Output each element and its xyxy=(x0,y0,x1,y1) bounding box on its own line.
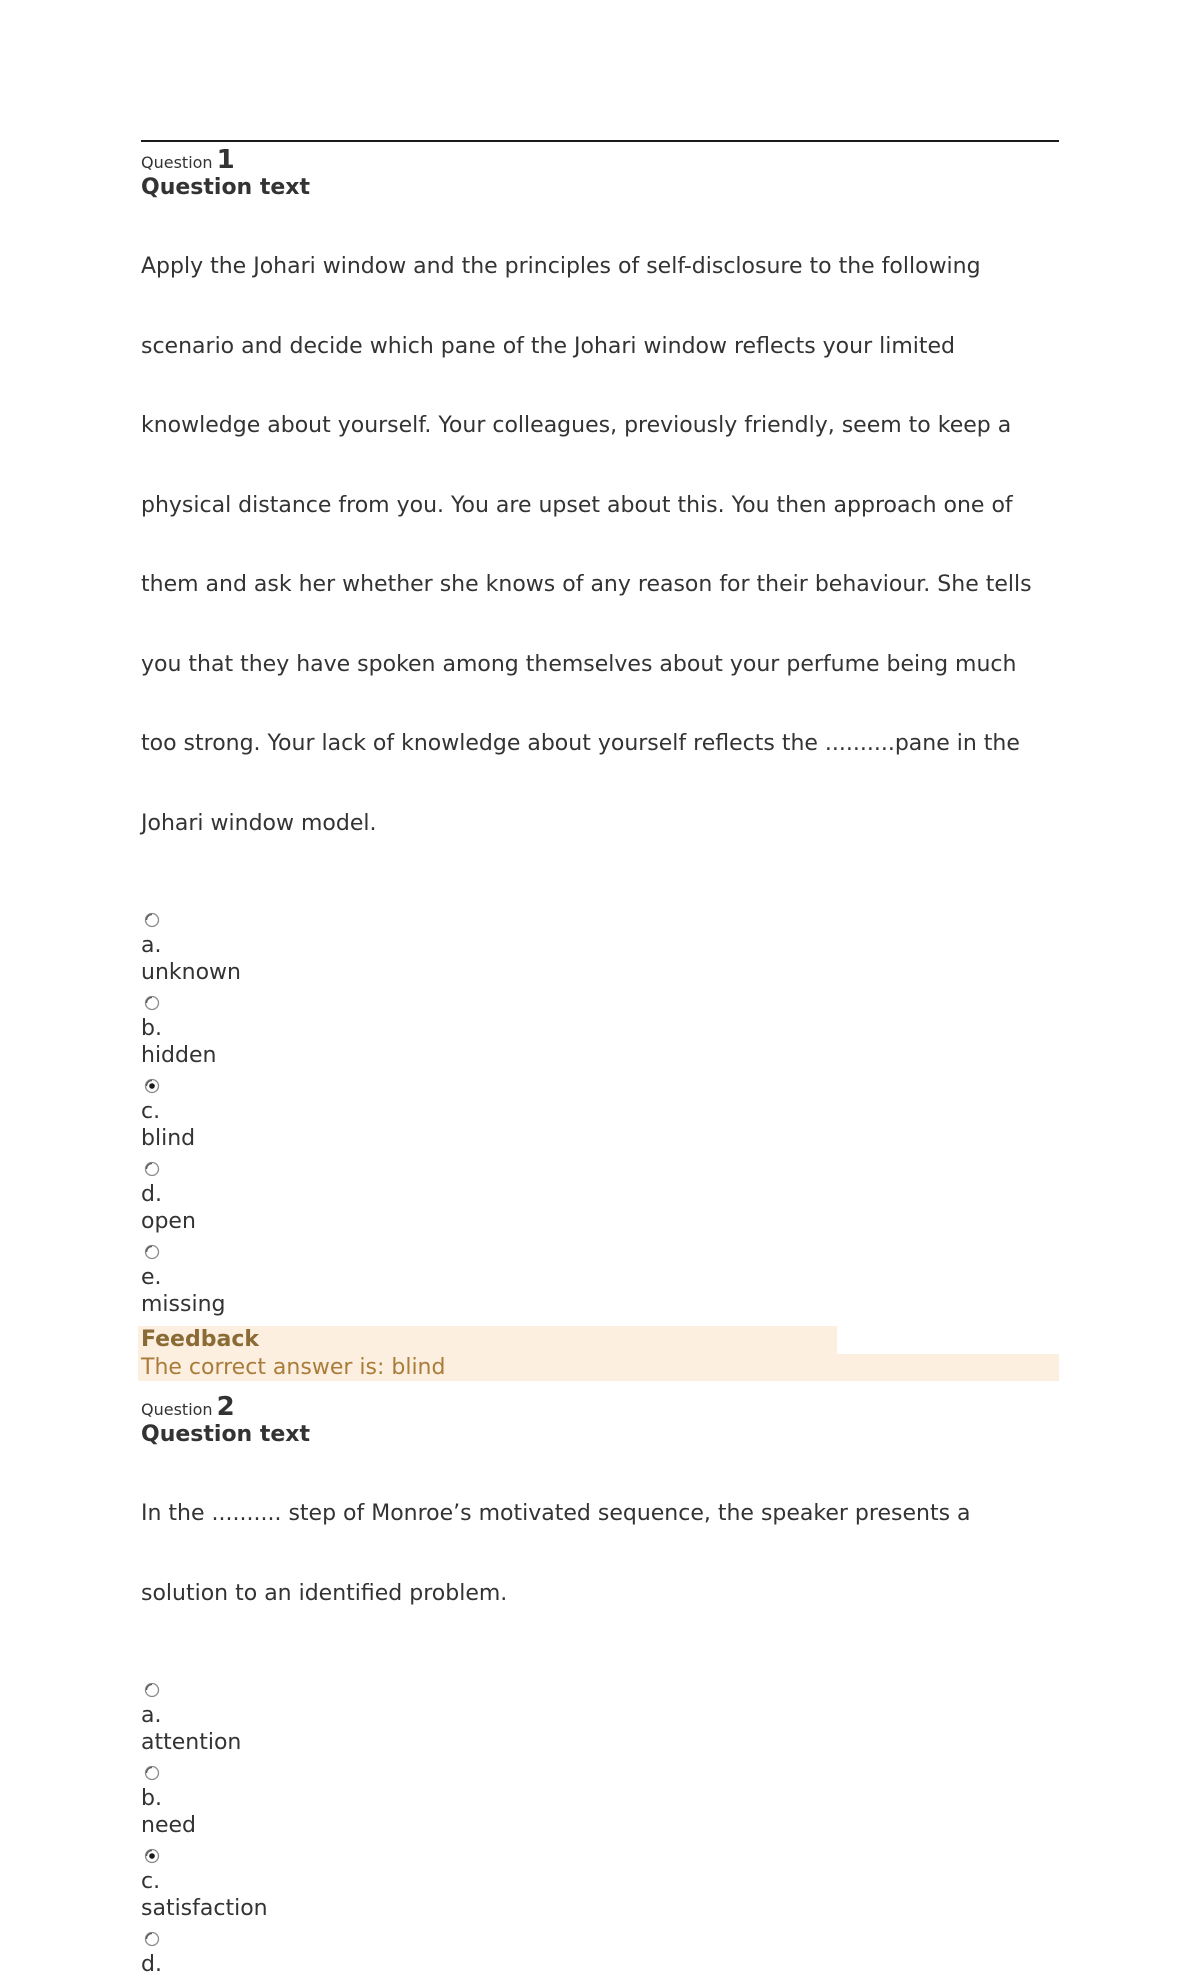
question-number-value: 1 xyxy=(216,145,235,175)
option-text: need xyxy=(141,1813,196,1838)
radio-unchecked-icon xyxy=(144,1682,160,1698)
option-letter: b. xyxy=(141,1786,162,1811)
radio-dot xyxy=(149,1083,155,1089)
question-text-line: you that they have spoken among themselves about your perfume being much xyxy=(141,651,1017,677)
radio-button[interactable] xyxy=(144,995,158,1009)
radio-checked-icon xyxy=(144,1078,160,1094)
question-text-line: physical distance from you. You are upset about this. You then approach one of xyxy=(141,492,1013,518)
radio-unchecked-icon xyxy=(144,912,160,928)
option-text: missing xyxy=(141,1292,226,1317)
radio-unchecked-icon xyxy=(144,1244,160,1260)
option-letter: c. xyxy=(141,1099,161,1124)
option-letter: c. xyxy=(141,1869,161,1894)
radio-checked-icon xyxy=(144,1848,160,1864)
question-1 xyxy=(141,146,1059,1381)
answer-option-b xyxy=(141,995,1059,1069)
answer-option-d xyxy=(141,1161,1059,1235)
radio-button[interactable] xyxy=(144,1848,158,1862)
answer-option-c xyxy=(141,1848,1059,1922)
option-text: open xyxy=(141,1209,196,1234)
option-text: blind xyxy=(141,1126,196,1151)
radio-button[interactable] xyxy=(144,912,158,926)
question-number xyxy=(141,146,1059,174)
question-text-line: Apply the Johari window and the principles of self-disclosure to the following xyxy=(141,254,981,279)
radio-unchecked-icon xyxy=(144,1931,160,1947)
answer-option-e xyxy=(141,1244,1059,1318)
feedback-box xyxy=(138,1326,1059,1381)
quiz-review-page xyxy=(141,140,1059,1978)
option-letter: d. xyxy=(141,1952,162,1977)
question-label: Question xyxy=(141,153,213,172)
question-text xyxy=(141,1448,1059,1660)
radio-dot xyxy=(149,1853,155,1859)
option-letter: a. xyxy=(141,933,162,958)
question-number-value: 2 xyxy=(216,1392,235,1422)
question-text-line: them and ask her whether she knows of any reason for their behaviour. She tells xyxy=(141,572,1032,597)
question-number xyxy=(141,1393,1059,1421)
radio-unchecked-icon xyxy=(144,995,160,1011)
question-text-line: too strong. Your lack of knowledge about yourself reflects the ..........pane in the xyxy=(141,731,1020,756)
answer-option-a xyxy=(141,912,1059,986)
radio-button[interactable] xyxy=(144,1765,158,1779)
question-text xyxy=(141,201,1059,890)
feedback-heading: Feedback xyxy=(138,1326,837,1354)
option-text: hidden xyxy=(141,1043,217,1068)
answer-option-b xyxy=(141,1765,1059,1839)
answer-option-c xyxy=(141,1078,1059,1152)
option-letter: e. xyxy=(141,1265,162,1290)
feedback-text: The correct answer is: blind xyxy=(138,1354,1059,1381)
question-2 xyxy=(141,1393,1059,1978)
radio-button[interactable] xyxy=(144,1161,158,1175)
radio-unchecked-icon xyxy=(144,1161,160,1177)
answer-options xyxy=(141,912,1059,1318)
radio-button[interactable] xyxy=(144,1244,158,1258)
radio-unchecked-icon xyxy=(144,1765,160,1781)
question-text-line: scenario and decide which pane of the Johari window reflects your limited xyxy=(141,333,956,359)
answer-options xyxy=(141,1682,1059,1978)
question-heading: Question text xyxy=(141,1422,311,1447)
option-letter: a. xyxy=(141,1703,162,1728)
question-text-line: solution to an identified problem. xyxy=(141,1580,508,1606)
option-letter: d. xyxy=(141,1182,162,1207)
top-divider xyxy=(141,140,1059,142)
option-text: satisfaction xyxy=(141,1896,268,1921)
option-text: attention xyxy=(141,1730,242,1755)
question-heading: Question text xyxy=(141,175,311,200)
radio-button[interactable] xyxy=(144,1682,158,1696)
radio-button[interactable] xyxy=(144,1931,158,1945)
answer-option-a xyxy=(141,1682,1059,1756)
question-text-line: knowledge about yourself. Your colleagues, previously friendly, seem to keep a xyxy=(141,413,1012,438)
question-text-line: Johari window model. xyxy=(141,810,377,836)
option-letter: b. xyxy=(141,1016,162,1041)
option-text: unknown xyxy=(141,960,241,985)
answer-option-d xyxy=(141,1931,1059,1978)
question-text-line: In the .......... step of Monroe’s motivated sequence, the speaker presents a xyxy=(141,1501,971,1526)
radio-button[interactable] xyxy=(144,1078,158,1092)
question-label: Question xyxy=(141,1400,213,1419)
